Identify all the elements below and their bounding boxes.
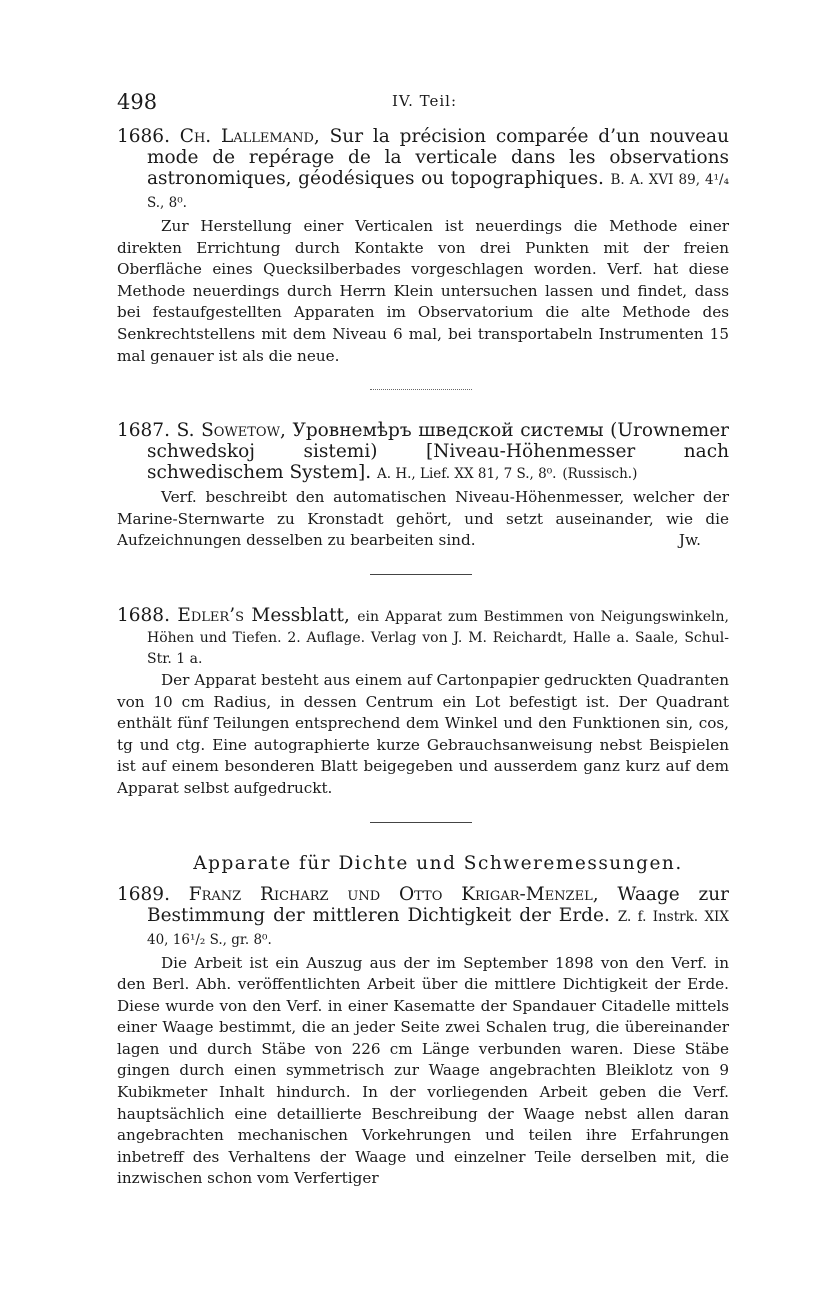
entry-heading	[117, 126, 729, 214]
entry-1686	[117, 126, 729, 367]
entry-title: Waage zur Bestimmung der mittleren Dichtigkeit der Erde.	[147, 883, 729, 926]
divider	[370, 574, 472, 575]
divider	[370, 389, 472, 390]
entry-language-note: (Russisch.)	[562, 466, 638, 483]
document-page	[117, 86, 729, 1198]
entry-heading	[117, 884, 729, 951]
section-title: IV. Teil:	[392, 92, 458, 110]
entry-author: S. Sowetow,	[176, 420, 286, 442]
entry-number: 1689.	[117, 883, 170, 905]
entry-author: Edler’s	[177, 604, 244, 626]
entry-source: Z. f. Instrk. XIX 40, 16¹/₂ S., gr. 8⁰.	[147, 908, 730, 948]
entry-authors: Franz Richarz und Otto Krigar-Menzel,	[188, 883, 599, 905]
entry-details: ein Apparat zum Bestimmen von Neigungswinkeln, Höhen und Tiefen. 2. Auflage. Verlag von J. M. Reichardt, Halle a. Saale, Schul-Str. 1 a.	[147, 608, 729, 667]
entry-1688	[117, 605, 729, 800]
entry-heading	[117, 420, 729, 485]
entry-1689	[117, 884, 729, 1191]
entry-title: Sur la précision comparée d’un nouveau mode de repérage de la verticale dans les observations astronomiques, géodésiques ou topographiques.	[147, 126, 729, 189]
divider	[370, 822, 472, 823]
entry-abstract	[117, 487, 729, 552]
reviewer-signature: Jw.	[678, 531, 701, 550]
entry-number: 1686.	[117, 126, 170, 147]
entry-source: B. A. XVI 89, 4¹/₄ S., 8⁰.	[147, 172, 730, 211]
entry-number: 1688.	[117, 604, 170, 626]
section-subheading: Apparate für Dichte und Schweremessungen.	[193, 852, 683, 874]
entry-number: 1687.	[117, 420, 170, 442]
entry-title: Уровнемѣръ шведской системы (Urownemer schwedskoj sistemi) [Niveau-Höhenmesser nach schwedischem System].	[147, 420, 729, 484]
page-number: 498	[117, 90, 158, 114]
entry-1687	[117, 420, 729, 552]
entry-abstract: Der Apparat besteht aus einem auf Cartonpapier gedruckten Quadranten von 10 cm Radius, in dessen Centrum ein Lot befestigt ist. Der Quadrant enthält fünf Teilungen entsprechend dem Winkel und den Funktionen sin, cos, tg und ctg. Eine autographierte kurze Gebrauchsanweisung nebst Beispielen ist auf einem besonderen Blatt beigegeben und ausserdem ganz kurz auf dem Apparat selbst aufgedruckt.	[117, 670, 729, 797]
entry-abstract: Die Arbeit ist ein Auszug aus der im September 1898 von den Verf. in den Berl. Abh. veröffentlichten Arbeit über die mittlere Dichtigkeit der Erde. Diese wurde von den Verf. in einer Kasematte der Spandauer Citadelle mittels einer Waage bestimmt, die an jeder Seite zwei Schalen trug, die übereinander lagen und durch Stäbe von 226 cm Länge verbunden waren. Diese Stäbe gingen durch einen symmetrisch zur Waage angebrachten Bleiklotz von 9 Kubikmeter Inhalt hindurch. In der vorliegenden Arbeit geben die Verf. hauptsächlich eine detaillierte Beschreibung der Waage nebst allen daran angebrachten mechanischen Vorkehrungen und teilen ihre Erfahrungen inbetreff des Verhaltens der Waage und einzelner Teile derselben mit, die inzwischen schon vom Verfertiger	[117, 953, 729, 1188]
entry-heading	[117, 605, 729, 668]
entry-abstract: Zur Herstellung einer Verticalen ist neuerdings die Methode einer direkten Errichtung durch Kontakte von drei Punkten mit der freien Oberfläche eines Quecksilberbades vorgeschlagen worden. Verf. hat diese Methode neuerdings durch Herrn Klein untersuchen lassen und findet, dass bei festaufgestellten Apparaten im Observatorium die alte Methode des Senkrechtstellens mit dem Niveau 6 mal, bei transportabeln Instrumenten 15 mal genauer ist als die neue.	[117, 217, 729, 365]
abstract-text: Verf. beschreibt den automatischen Niveau-Höhenmesser, welcher der Marine-Sternwarte zu Kronstadt gehört, und setzt auseinander, wie die Aufzeichnungen desselben zu bearbeiten sind.	[117, 488, 729, 550]
entry-source: A. H., Lief. XX 81, 7 S., 8⁰.	[377, 466, 557, 483]
entry-author: Ch. Lallemand,	[179, 126, 320, 147]
entry-title: Messblatt,	[251, 604, 350, 626]
running-head	[117, 86, 729, 126]
